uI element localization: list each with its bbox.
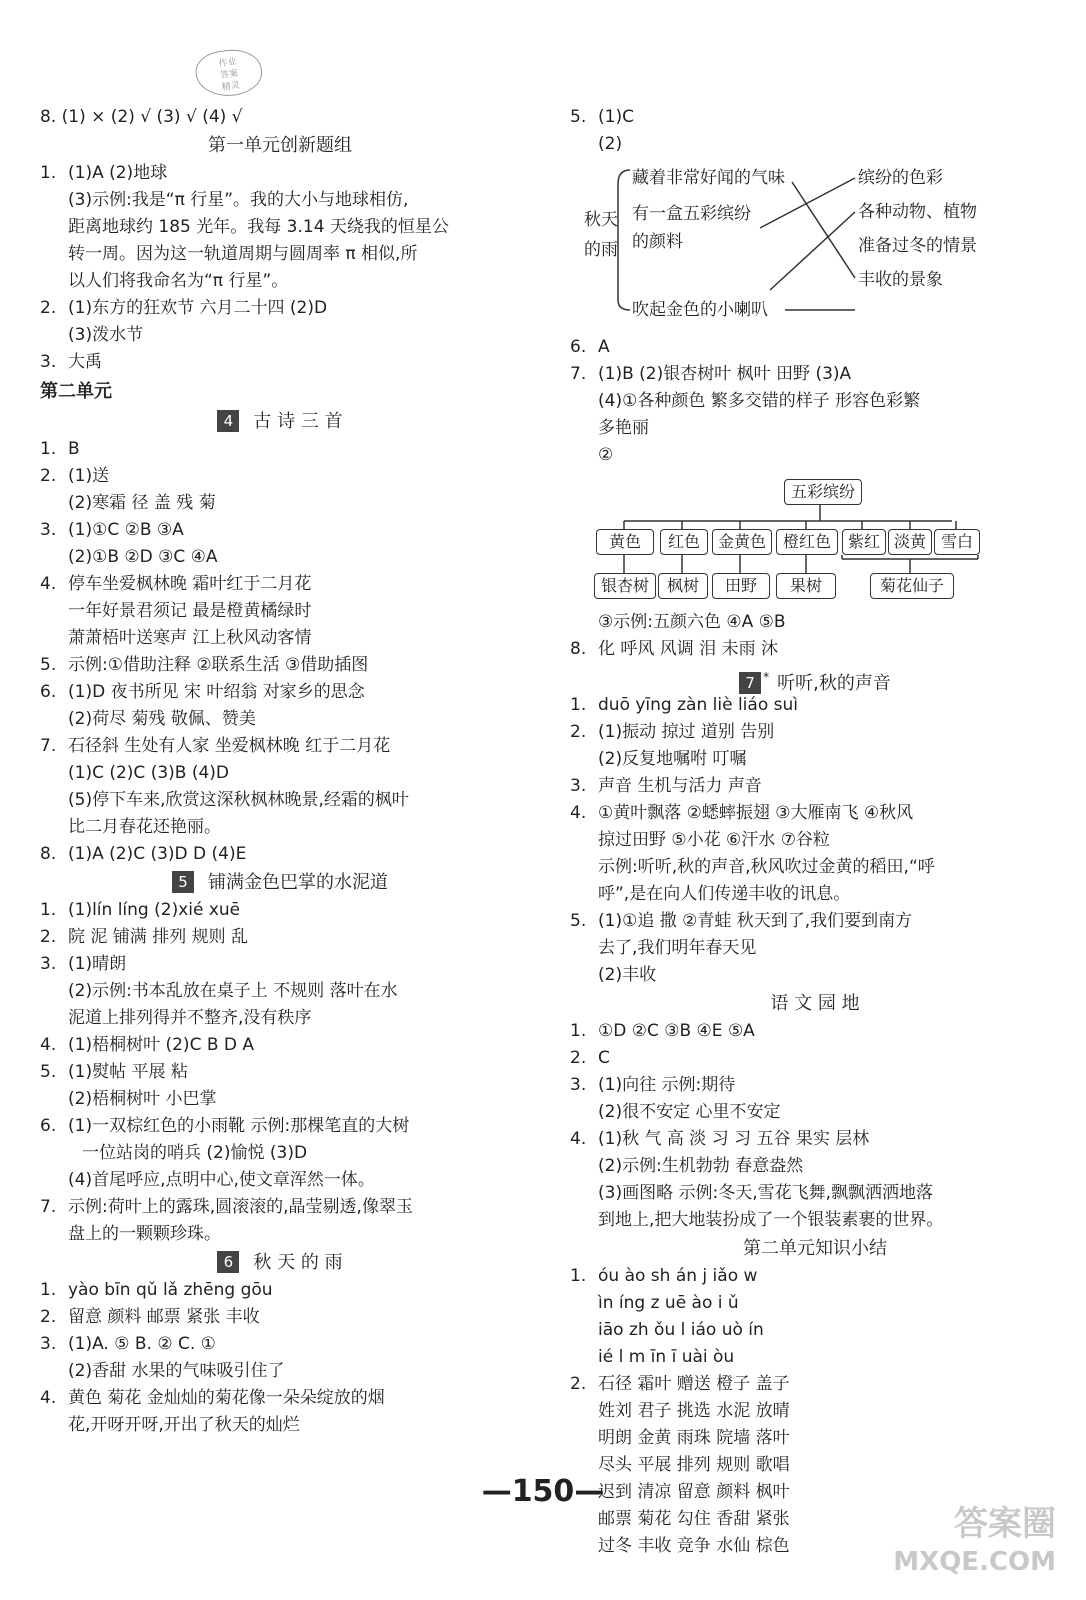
match-item: 缤纷的色彩 <box>858 168 943 188</box>
tree-node: 红色 <box>660 529 708 555</box>
answer-line: 5. (1)①追 撒 ②青蛙 秋天到了,我们要到南方 <box>570 911 913 931</box>
answer-line: (2)荷尽 菊残 敬佩、赞美 <box>68 709 256 729</box>
answer-line: (3)示例:我是“π 行星”。我的大小与地球相仿, <box>68 190 409 210</box>
answer-line: 5. 示例:①借助注释 ②联系生活 ③借助插图 <box>40 655 369 675</box>
matching-diagram <box>570 160 1060 322</box>
answer-line: 盘上的一颗颗珍珠。 <box>68 1224 221 1244</box>
tree-node: 黄色 <box>596 529 654 555</box>
answer-line: 以人们将我命名为“π 行星”。 <box>68 271 289 291</box>
lesson-heading: 7 * 听听,秋的声音 <box>570 663 1060 692</box>
answer-line: 5. (1)熨帖 平展 粘 <box>40 1062 188 1082</box>
lesson-heading: 4 古 诗 三 首 <box>40 407 520 436</box>
answer-line: 明朗 金黄 雨珠 院墙 落叶 <box>598 1428 790 1448</box>
answer-line: 4. ①黄叶飘落 ②蟋蟀振翅 ③大雁南飞 ④秋风 <box>570 803 914 823</box>
answer-line: 2. 院 泥 铺满 排列 规则 乱 <box>40 927 249 947</box>
answer-line: 3. (1)晴朗 <box>40 954 127 974</box>
match-item: 丰收的景象 <box>858 270 943 290</box>
right-column <box>570 104 1060 1560</box>
answer-line: 3. (1)①C ②B ③A <box>40 520 184 540</box>
answer-line: (4)首尾呼应,点明中心,使文章浑然一体。 <box>68 1170 375 1190</box>
page-number: —150— <box>481 1474 605 1509</box>
answer-line: 到地上,把大地装扮成了一个银装素裹的世界。 <box>598 1210 944 1230</box>
answer-line: 1. B <box>40 439 80 459</box>
answer-line: 7. 石径斜 生处有人家 坐爱枫林晚 红于二月花 <box>40 736 391 756</box>
answer-line: 4. (1)梧桐树叶 (2)C B D A <box>40 1035 255 1055</box>
tree-node: 淡黄 <box>888 529 932 555</box>
answer-line: 2. (1)振动 掠过 道别 告别 <box>570 722 775 742</box>
answer-line: 5. (1)C <box>570 107 634 127</box>
answer-line: 8. (1)A (2)C (3)D D (4)E <box>40 844 247 864</box>
answer-line: 4. 停车坐爱枫林晚 霜叶红于二月花 <box>40 574 312 594</box>
answer-line: 7. (1)B (2)银杏树叶 枫叶 田野 (3)A <box>570 364 852 384</box>
tree-leaf: 菊花仙子 <box>870 573 954 599</box>
answer-line: 距离地球约 185 光年。我每 3.14 天绕我的恒星公 <box>68 217 449 237</box>
answer-line: (3)画图略 示例:冬天,雪花飞舞,飘飘洒洒地落 <box>598 1183 934 1203</box>
answer-line: (3)泼水节 <box>68 325 144 345</box>
answer-line: iāo zh ǒu l iáo uò ín <box>598 1320 764 1340</box>
match-item: 的颜料 <box>632 232 683 252</box>
tree-leaf: 果树 <box>776 573 836 599</box>
answer-line: 2. (1)东方的狂欢节 六月二十四 (2)D <box>40 298 328 318</box>
answer-line: (2)香甜 水果的气味吸引住了 <box>68 1361 285 1381</box>
answer-line: 转一周。因为这一轨道周期与圆周率 π 相似,所 <box>68 244 418 264</box>
tree-leaf: 枫树 <box>658 573 708 599</box>
answer-line: (2)寒霜 径 盖 残 菊 <box>68 493 216 513</box>
match-item: 有一盒五彩缤纷 <box>632 204 751 224</box>
answer-line: 一年好景君须记 最是橙黄橘绿时 <box>68 601 312 621</box>
match-label: 的雨 <box>584 240 618 260</box>
answer-line: 萧萧梧叶送寒声 江上秋风动客情 <box>68 628 312 648</box>
watermark-logo: 答案圈 MXQE.COM <box>893 1504 1056 1577</box>
match-label: 秋天 <box>584 210 618 230</box>
answer-line: 1. óu ào sh án j iǎo w <box>570 1266 758 1286</box>
answer-line: (2)反复地嘱咐 叮嘱 <box>598 749 747 769</box>
answer-line: 花,开呀开呀,开出了秋天的灿烂 <box>68 1415 300 1435</box>
match-item: 吹起金色的小喇叭 <box>632 300 768 320</box>
tree-node: 橙红色 <box>776 529 838 555</box>
answer-line: 8. 化 呼风 风调 泪 未雨 沐 <box>570 639 779 659</box>
match-item: 准备过冬的情景 <box>858 236 977 256</box>
left-brace <box>618 170 630 310</box>
answer-line: 2. (1)送 <box>40 466 110 486</box>
match-line <box>770 212 855 290</box>
unit-heading: 第二单元 <box>40 381 112 402</box>
answer-line: 1. (1)lín líng (2)xié xuē <box>40 900 241 920</box>
tree-leaf: 银杏树 <box>594 573 656 599</box>
answer-line: 1. duō yīng zàn liè liáo suì <box>570 695 798 715</box>
answer-line: 呼”,是在向人们传递丰收的讯息。 <box>598 884 851 904</box>
answer-line: 3. (1)向往 示例:期待 <box>570 1075 736 1095</box>
answer-line: (4)①各种颜色 繁多交错的样子 形容色彩繁 <box>598 391 921 411</box>
tree-root: 五彩缤纷 <box>784 479 862 505</box>
answer-line: 6. (1)D 夜书所见 宋 叶绍翁 对家乡的思念 <box>40 682 365 702</box>
answer-line: 邮票 菊花 勾住 香甜 紧张 <box>598 1509 790 1529</box>
answer-line: 4. (1)秋 气 高 淡 习 习 五谷 果实 层林 <box>570 1129 870 1149</box>
answer-line: (2) <box>598 134 623 154</box>
tree-leaf: 田野 <box>712 573 770 599</box>
answer-line: 迟到 清凉 留意 颜料 枫叶 <box>598 1482 790 1502</box>
answer-line: 2. 留意 颜料 邮票 紧张 丰收 <box>40 1307 260 1327</box>
match-line <box>792 182 855 278</box>
match-item: 各种动物、植物 <box>858 202 977 222</box>
answer-line: 8. (1) × (2) √ (3) √ (4) √ <box>40 107 243 127</box>
answer-line: (2)很不安定 心里不安定 <box>598 1102 781 1122</box>
answer-line: 6. A <box>570 337 610 357</box>
match-item: 藏着非常好闻的气味 <box>632 168 785 188</box>
answer-line: 2. 石径 霜叶 赠送 橙子 盖子 <box>570 1374 790 1394</box>
answer-line: (1)C (2)C (3)B (4)D <box>68 763 230 783</box>
answer-line: 示例:听听,秋的声音,秋风吹过金黄的稻田,“呼 <box>598 857 935 877</box>
answer-line: ié l m īn ī uài òu <box>598 1347 735 1367</box>
answer-line: 一位站岗的哨兵 (2)愉悦 (3)D <box>82 1143 308 1163</box>
lesson-heading: 6 秋 天 的 雨 <box>40 1248 520 1277</box>
answer-line: (2)丰收 <box>598 965 657 985</box>
answer-line: (5)停下车来,欣赏这深秋枫林晚景,经霜的枫叶 <box>68 790 409 810</box>
answer-line: ② <box>598 445 614 465</box>
answer-line: 1. yào bīn qǔ lǎ zhēng gōu <box>40 1280 273 1300</box>
answer-line: 2. C <box>570 1048 610 1068</box>
lesson-heading: 5 铺满金色巴掌的水泥道 <box>40 868 520 897</box>
answer-line: 比二月春花还艳丽。 <box>68 817 221 837</box>
answer-line: ìn íng z uē ào i ǔ <box>598 1293 739 1313</box>
answer-line: 3. 大禹 <box>40 352 102 372</box>
section-heading: 第一单元创新题组 <box>208 135 352 156</box>
answer-line: (2)①B ②D ③C ④A <box>68 547 218 567</box>
answer-line: 3. 声音 生机与活力 声音 <box>570 776 762 796</box>
answer-line: 姓刘 君子 挑选 水泥 放晴 <box>598 1401 790 1421</box>
tree-node: 雪白 <box>934 529 980 555</box>
answer-line: 3. (1)A. ⑤ B. ② C. ① <box>40 1334 216 1354</box>
answer-line: 4. 黄色 菊花 金灿灿的菊花像一朵朵绽放的烟 <box>40 1388 385 1408</box>
answer-line: (2)示例:书本乱放在桌子上 不规则 落叶在水 <box>68 981 398 1001</box>
answer-line: ③示例:五颜六色 ④A ⑤B <box>598 612 786 632</box>
answer-line: 1. (1)A (2)地球 <box>40 163 168 183</box>
tree-diagram <box>570 475 1060 603</box>
answer-line: 过冬 丰收 竞争 水仙 棕色 <box>598 1536 790 1556</box>
section-heading: 语 文 园 地 <box>770 993 860 1014</box>
answer-line: 泥道上排列得并不整齐,没有秩序 <box>68 1008 312 1028</box>
answer-line: 多艳丽 <box>598 418 649 438</box>
section-heading: 第二单元知识小结 <box>743 1238 887 1259</box>
tree-node: 紫红 <box>842 529 886 555</box>
answer-line: 1. ①D ②C ③B ④E ⑤A <box>570 1021 755 1041</box>
answer-line: 7. 示例:荷叶上的露珠,圆滚滚的,晶莹剔透,像翠玉 <box>40 1197 413 1217</box>
answer-line: 掠过田野 ⑤小花 ⑥汗水 ⑦谷粒 <box>598 830 830 850</box>
answer-line: 去了,我们明年春天见 <box>598 938 757 958</box>
answer-line: 6. (1)一双棕红色的小雨靴 示例:那棵笔直的大树 <box>40 1116 410 1136</box>
stamp-logo: 作业 答案 精灵 <box>193 46 265 101</box>
answer-line: (2)梧桐树叶 小巴掌 <box>68 1089 217 1109</box>
tree-node: 金黄色 <box>712 529 772 555</box>
answer-line: 尽头 平展 排列 规则 歌唱 <box>598 1455 790 1475</box>
answer-line: (2)示例:生机勃勃 春意盎然 <box>598 1156 804 1176</box>
left-column <box>40 104 520 1439</box>
